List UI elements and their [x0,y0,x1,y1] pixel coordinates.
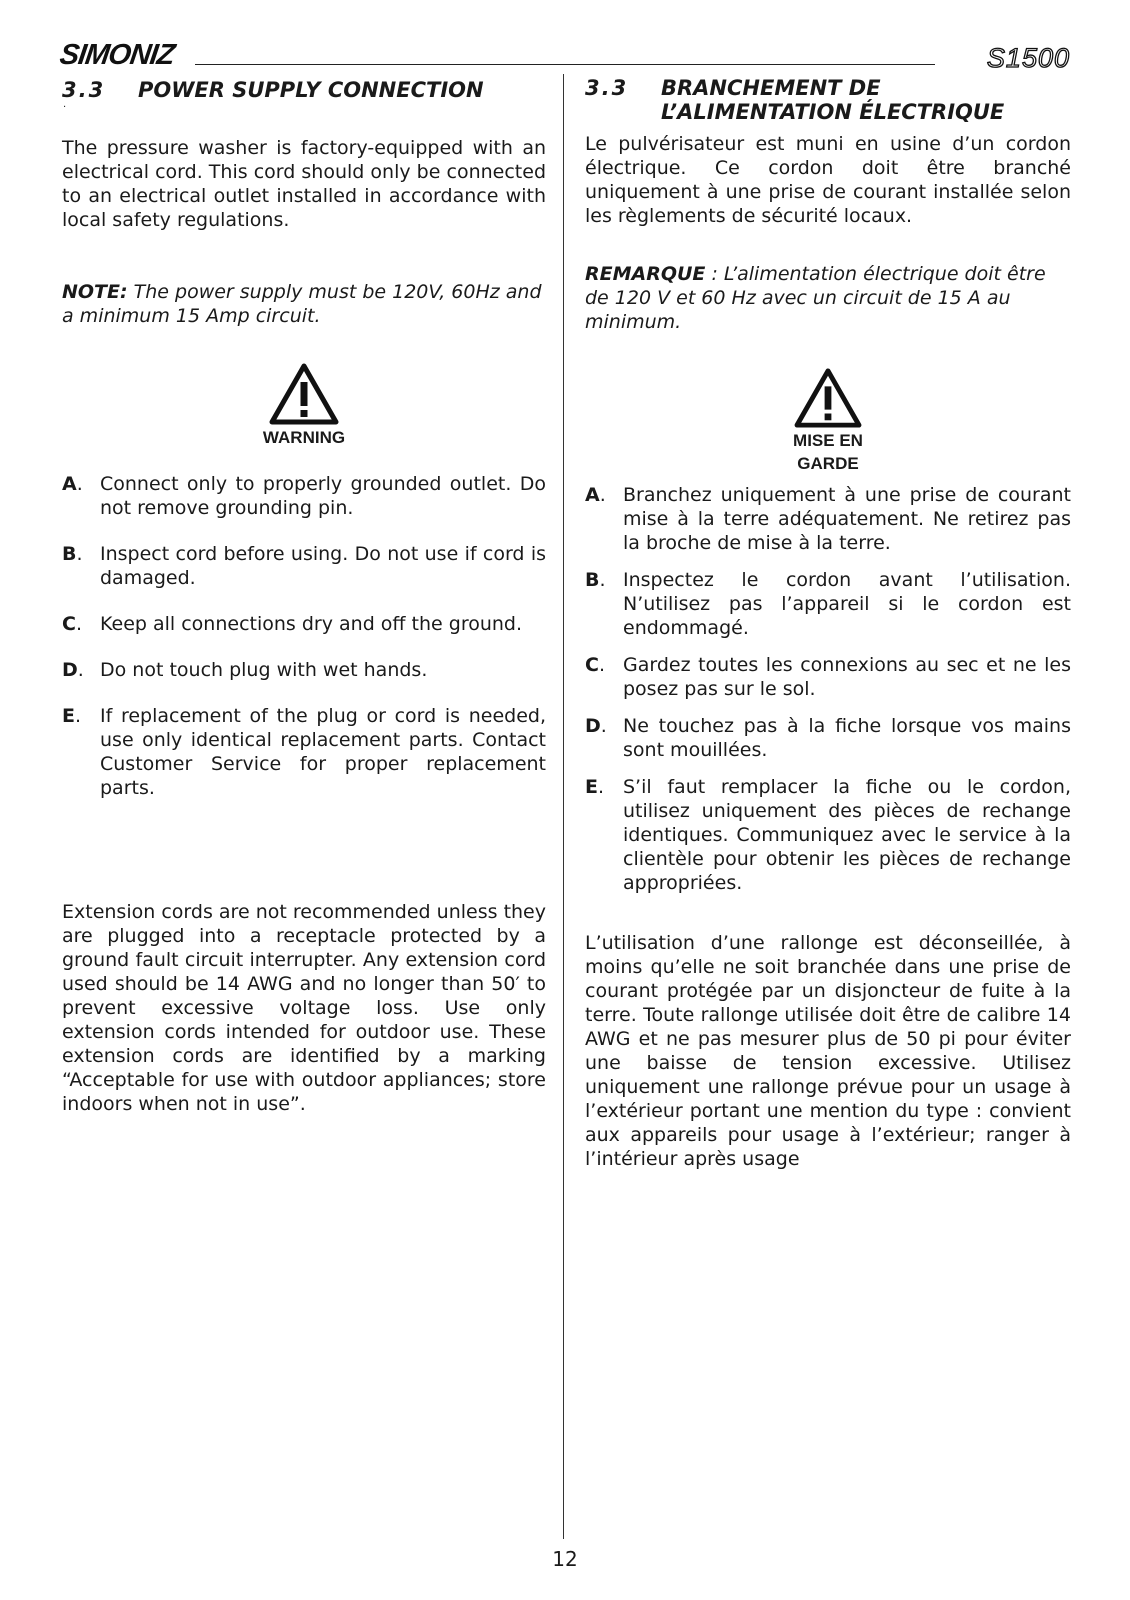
list-text: If replacement of the plug or cord is needed, use only identical replacement parts. Contact Customer Service for proper replacement parts. [100,705,546,799]
list-text: Do not touch plug with wet hands. [100,659,428,681]
section-number: 3.3 [585,76,629,100]
list-text: Inspectez le cordon avant l’utilisation. N’utilisez pas l’appareil si le cordon est endommagé. [623,569,1071,639]
intro-paragraph: Le pulvérisateur est muni en usine d’un cordon électrique. Ce cordon doit être branché uniquement à une prise de courant installée selon les règlements de sécurité locaux. [585,133,1071,227]
list-item: B. Inspect cord before using. Do not use if cord is damaged. [62,543,546,589]
list-text: Branchez uniquement à une prise de courant mise à la terre adéquatement. Ne retirez pas la broche de mise à la terre. [623,484,1071,554]
list-text: Ne touchez pas à la fiche lorsque vos mains sont mouillées. [623,715,1071,761]
warning-label: WARNING [262,428,346,447]
list-item: D. Ne touchez pas à la fiche lorsque vos mains sont mouillées. [585,715,1071,761]
list-text: Inspect cord before using. Do not use if cord is damaged. [100,543,546,589]
list-text: S’il faut remplacer la fiche ou le cordon, utilisez uniquement des pièces de rechange identiques. Communiquez avec le service à la clientèle pour obtenir les pièces de rechange appropriées. [623,776,1071,894]
list-letter: E [62,705,75,727]
note-paragraph [62,280,546,328]
model-logo: S1500 [986,43,1070,73]
list-letter: B [62,543,77,565]
column-divider [563,74,564,1539]
intro-paragraph: The pressure washer is factory-equipped with an electrical cord. This cord should only be connected to an electrical outlet installed in accordance with local safety regulations. [62,137,546,231]
english-column [62,76,546,1116]
list-letter: E [585,776,598,798]
page-number: 12 [552,1547,578,1571]
note-text: The power supply must be 120V, 60Hz and a minimum 15 Amp circuit. [62,281,542,327]
warning-label-line: GARDE [797,454,859,473]
list-text: Keep all connections dry and off the ground. [100,613,523,635]
list-item: C. Gardez toutes les connexions au sec et ne les posez pas sur le sol. [585,654,1071,700]
warning-block [585,367,1071,475]
extension-paragraph: Extension cords are not recommended unless they are plugged into a receptacle protected by a ground fault circuit interrupter. Any extension cord used should be 14 AWG and no longer than 50′ to prevent excessive voltage loss. Use only extension cords intended for outdoor use. These extension cords are identified by a marking “Acceptable for use with outdoor appliances; store indoors when not in use”. [62,901,546,1115]
warning-block [62,362,546,449]
warning-label [585,429,1071,475]
brand-logo: SIMONIZ [57,39,177,71]
section-number: 3.3 [62,78,106,102]
stray-mark: . [63,99,67,110]
list-text: Connect only to properly grounded outlet. Do not remove grounding pin. [100,473,546,519]
list-item: A. Branchez uniquement à une prise de courant mise à la terre adéquatement. Ne retirez pas la broche de mise à la terre. [585,484,1071,554]
note-paragraph [585,262,1071,334]
list-letter: D [62,659,78,681]
list-letter: C [62,613,76,635]
extension-paragraph: L’utilisation d’une rallonge est déconseillée, à moins qu’elle ne soit branchée dans une prise de courant protégée par un disjoncteur de fuite à la terre. Toute rallonge utilisée doit être de calibre 14 AWG et ne pas mesurer plus de 50 pi pour éviter une baisse de tension excessive. Utilisez uniquement une rallonge prévue pour un usage à l’extérieur portant une mention du type : convient aux appareils pour usage à l’extérieur; ranger à l’intérieur après usage [585,932,1071,1170]
warning-list [585,483,1071,895]
note-text: : L’alimentation électrique doit être de 120 V et 60 Hz avec un circuit de 15 A au minimum. [585,263,1046,333]
list-item: E. If replacement of the plug or cord is needed, use only identical replacement parts. Contact Customer Service for proper replacement parts. [62,705,546,799]
warning-list [62,472,546,800]
section-heading [585,76,1071,124]
list-letter: A [585,484,600,506]
list-letter: C [585,654,599,676]
section-title: BRANCHEMENT DE L’ALIMENTATION ÉLECTRIQUE [661,76,1005,124]
note-label: REMARQUE [585,263,706,285]
list-text: Gardez toutes les connexions au sec et ne les posez pas sur le sol. [623,654,1071,700]
section-heading [62,78,546,102]
list-letter: D [585,715,601,737]
warning-triangle-icon [792,367,864,429]
list-letter: A [62,473,77,495]
section-title: POWER SUPPLY CONNECTION [138,78,484,102]
warning-triangle-icon [268,362,340,426]
note-label: NOTE: [62,281,128,303]
warning-label-line: MISE EN [793,431,863,450]
list-item: C. Keep all connections dry and off the ground. [62,612,546,636]
list-item: E. S’il faut remplacer la fiche ou le cordon, utilisez uniquement des pièces de rechange identiques. Communiquez avec le service à la clientèle pour obtenir les pièces de rechange appropriées. [585,776,1071,894]
page-header [57,38,1070,74]
list-item: D. Do not touch plug with wet hands. [62,658,546,682]
list-letter: B [585,569,600,591]
list-item: A. Connect only to properly grounded outlet. Do not remove grounding pin. [62,473,546,519]
header-rule [195,64,935,65]
list-item: B. Inspectez le cordon avant l’utilisation. N’utilisez pas l’appareil si le cordon est endommagé. [585,569,1071,639]
french-column [585,76,1071,1171]
